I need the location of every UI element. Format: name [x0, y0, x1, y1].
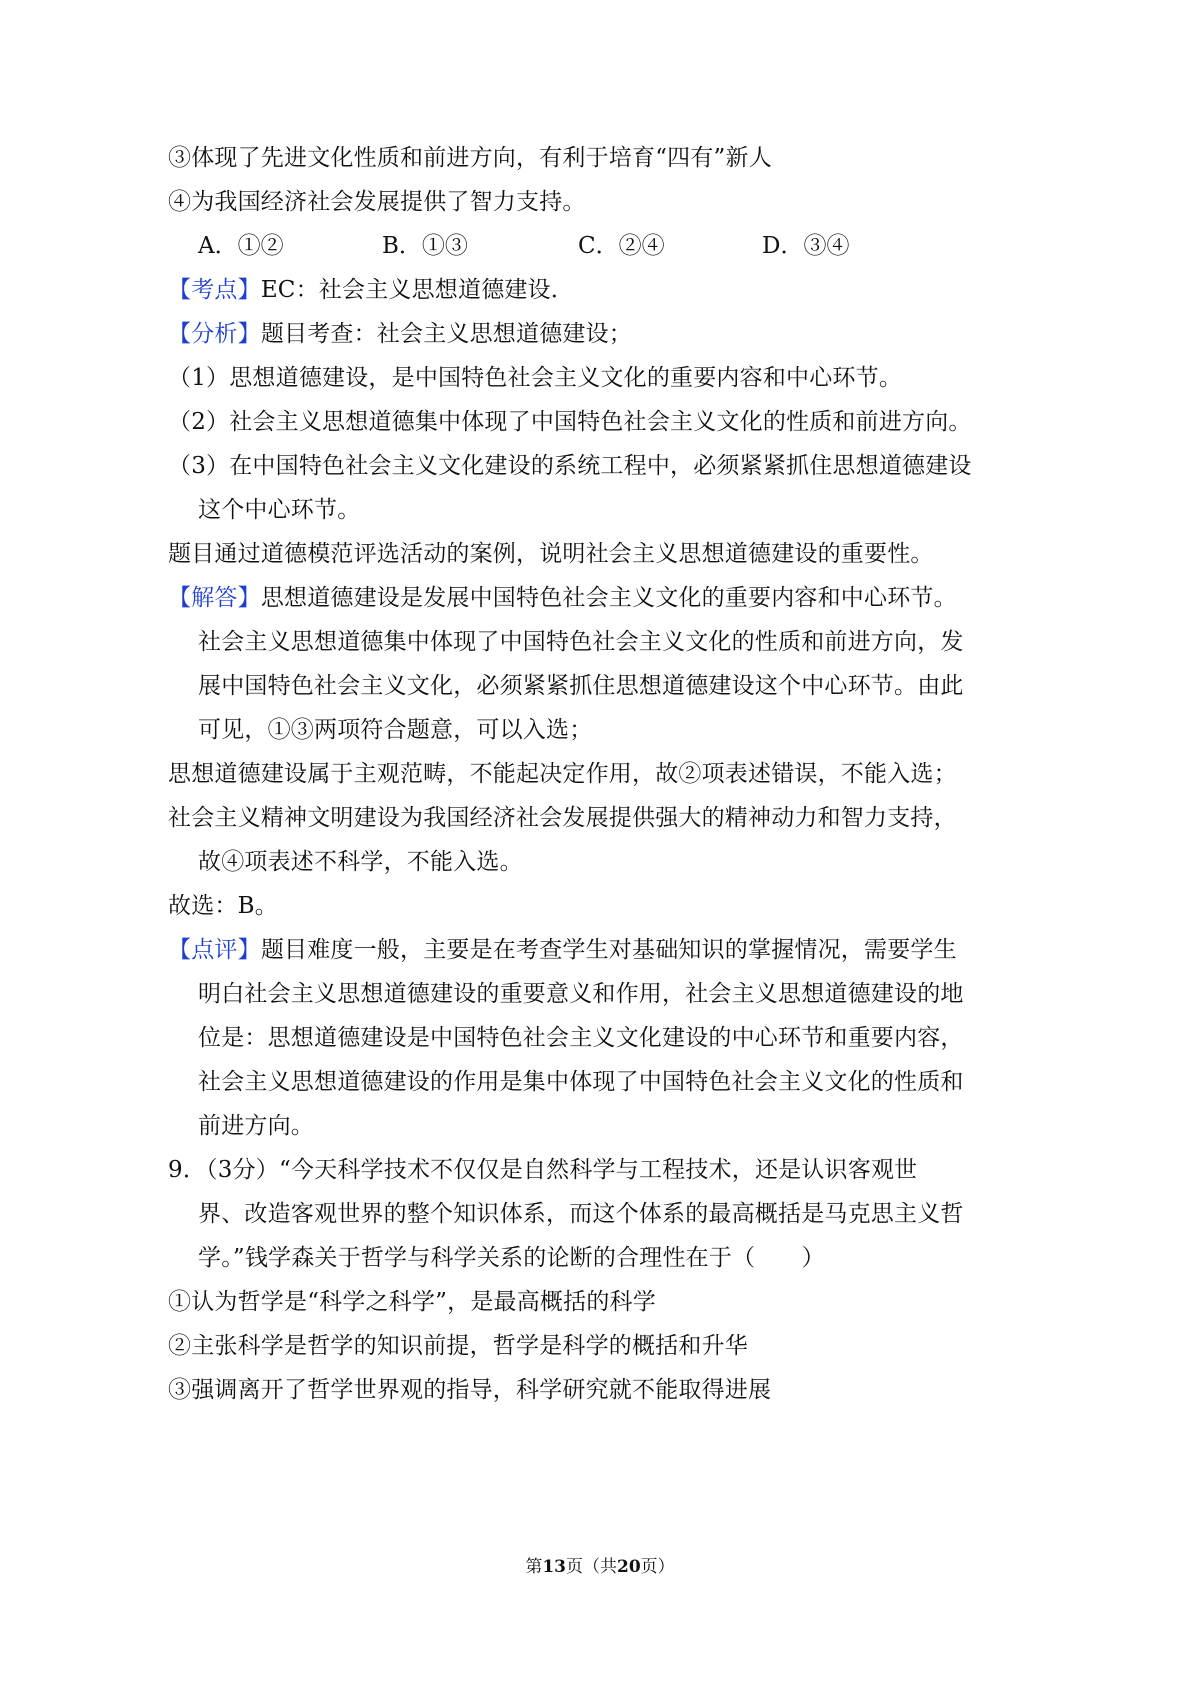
- footer-suffix: 页）: [640, 1557, 675, 1577]
- analysis-point-2: （2）社会主义思想道德集中体现了中国特色社会主义文化的性质和前进方向。: [168, 409, 972, 435]
- page-footer: [0, 1555, 1200, 1579]
- answer-choice-line: 故选：B。: [168, 893, 278, 919]
- choice-a: A．①②: [198, 233, 284, 259]
- fenxi-line: [168, 319, 632, 349]
- footer-prefix: 第: [525, 1557, 543, 1577]
- kaodian-text: EC：社会主义思想道德建设．: [260, 277, 575, 303]
- jieda-tag: 【解答】: [168, 585, 261, 611]
- analysis-summary: 题目通过道德模范评选活动的案例，说明社会主义思想道德建设的重要性。: [168, 541, 934, 567]
- kaodian-line: [168, 275, 574, 305]
- choice-c: C．②④: [578, 233, 665, 259]
- answer-line-5: 思想道德建设属于主观范畴，不能起决定作用，故②项表述错误，不能入选；: [168, 761, 957, 787]
- question-9-number: 9．: [168, 1157, 207, 1183]
- fenxi-text: 题目考查：社会主义思想道德建设；: [260, 321, 633, 347]
- dianping-line: [168, 935, 957, 965]
- jieda-line: [168, 583, 957, 613]
- dianping-tag: 【点评】: [168, 937, 261, 963]
- question-9-line-3: 学。”钱学森关于哲学与科学关系的论断的合理性在于（ ）: [198, 1245, 825, 1271]
- footer-mid: 页（共: [566, 1557, 617, 1577]
- answer-line-2: 社会主义思想道德集中体现了中国特色社会主义文化的性质和前进方向，发: [198, 629, 964, 655]
- answer-line-4: 可见，①③两项符合题意，可以入选；: [198, 717, 593, 743]
- choice-d: D．③④: [762, 233, 850, 259]
- question-9-option-3: ③强调离开了哲学世界观的指导，科学研究就不能取得进展: [168, 1377, 772, 1403]
- question-9-line: [168, 1155, 917, 1185]
- answer-line-3: 展中国特色社会主义文化，必须紧紧抓住思想道德建设这个中心环节。由此: [198, 673, 964, 699]
- dianping-text: 题目难度一般，主要是在考查学生对基础知识的掌握情况，需要学生: [260, 937, 957, 963]
- analysis-point-3: （3）在中国特色社会主义文化建设的系统工程中，必须紧紧抓住思想道德建设: [168, 453, 972, 479]
- answer-line-7: 故④项表述不科学，不能入选。: [198, 849, 523, 875]
- comment-line-3: 位是：思想道德建设是中国特色社会主义文化建设的中心环节和重要内容，: [198, 1025, 964, 1051]
- kaodian-tag: 【考点】: [168, 277, 261, 303]
- comment-line-5: 前进方向。: [198, 1113, 314, 1139]
- option-line-3: ③体现了先进文化性质和前进方向，有利于培育“四有”新人: [168, 145, 772, 171]
- question-9-option-1: ①认为哲学是“科学之科学”，是最高概括的科学: [168, 1289, 656, 1315]
- fenxi-tag: 【分析】: [168, 321, 261, 347]
- question-9-line-2: 界、改造客观世界的整个知识体系，而这个体系的最高概括是马克思主义哲: [198, 1201, 964, 1227]
- question-9-text: （3分）“今天科学技术不仅仅是自然科学与工程技术，还是认识客观世: [206, 1157, 918, 1183]
- answer-line-6: 社会主义精神文明建设为我国经济社会发展提供强大的精神动力和智力支持，: [168, 805, 957, 831]
- analysis-point-3-cont: 这个中心环节。: [198, 497, 361, 523]
- choice-b: B．①③: [382, 233, 468, 259]
- footer-page-number: 13: [542, 1557, 566, 1577]
- analysis-point-1: （1）思想道德建设，是中国特色社会主义文化的重要内容和中心环节。: [168, 365, 903, 391]
- jieda-text: 思想道德建设是发展中国特色社会主义文化的重要内容和中心环节。: [260, 585, 957, 611]
- comment-line-2: 明白社会主义思想道德建设的重要意义和作用，社会主义思想道德建设的地: [198, 981, 964, 1007]
- option-line-4: ④为我国经济社会发展提供了智力支持。: [168, 189, 586, 215]
- question-9-option-2: ②主张科学是哲学的知识前提，哲学是科学的概括和升华: [168, 1333, 748, 1359]
- footer-total-pages: 20: [617, 1557, 641, 1577]
- comment-line-4: 社会主义思想道德建设的作用是集中体现了中国特色社会主义文化的性质和: [198, 1069, 964, 1095]
